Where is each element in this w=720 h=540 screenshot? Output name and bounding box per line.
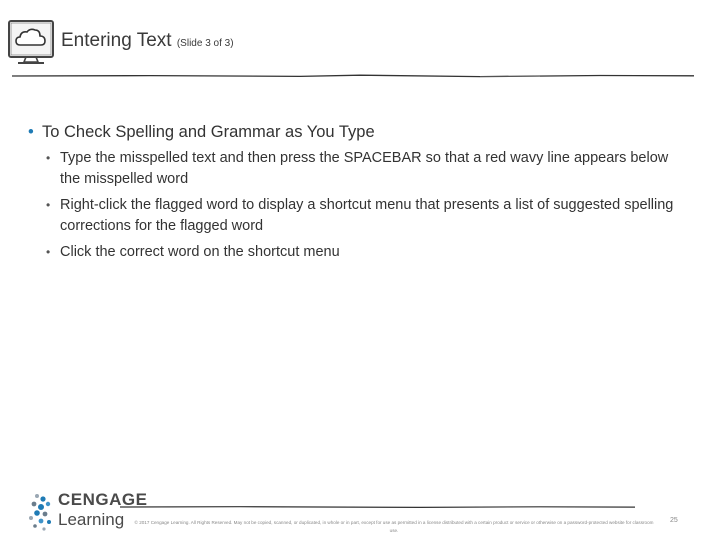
main-bullet: • To Check Spelling and Grammar as You Type xyxy=(28,120,688,144)
sub-bullet: • Type the misspelled text and then press the SPACEBAR so that a red wavy line appears below the misspelled word xyxy=(46,148,688,190)
slide-title xyxy=(61,30,234,52)
cloud-monitor-icon xyxy=(6,18,58,70)
header-divider xyxy=(0,66,720,86)
title-suffix: (Slide 3 of 3) xyxy=(176,38,234,49)
copyright-notice: © 2017 Cengage Learning. All Rights Reserved. May not be copied, scanned, or duplicated, in whole or in part, except for use as permitted in a license distributed with a certain product or service or otherwise on a password-protected website for classroom use. xyxy=(134,520,654,533)
sub-bullet-list xyxy=(46,148,688,263)
title-main: Entering Text xyxy=(61,30,172,51)
page-number: 25 xyxy=(670,517,678,524)
sub-bullet: • Click the correct word on the shortcut menu xyxy=(46,242,688,263)
logo-text-learning: Learning xyxy=(58,510,125,529)
logo-text-cengage: CENGAGE xyxy=(58,490,148,509)
footer-divider xyxy=(120,500,640,514)
sub-bullet: • Right-click the flagged word to display a shortcut menu that presents a list of suggested spelling corrections for the flagged word xyxy=(46,195,688,237)
slide-content xyxy=(28,120,688,268)
